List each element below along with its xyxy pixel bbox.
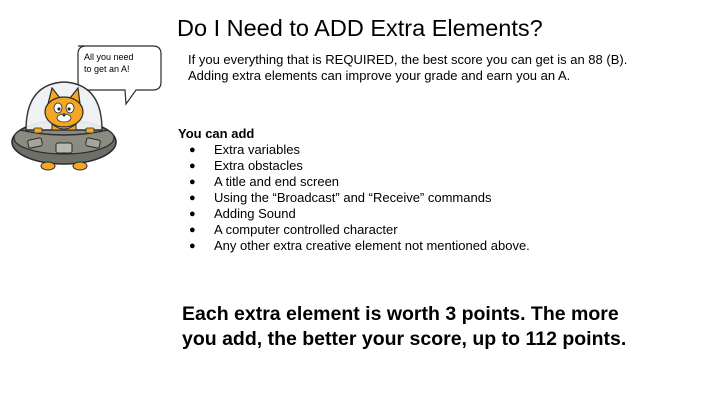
intro-text (188, 52, 627, 84)
list-item (178, 238, 530, 254)
scoring-line: Each extra element is worth 3 points. The more (182, 303, 619, 325)
list-item-text: Any other extra creative element not mentioned above. (214, 238, 530, 253)
scoring-note (182, 302, 626, 352)
speech-bubble-line: to get an A! (84, 64, 130, 74)
intro-line: If you everything that is REQUIRED, the best score you can get is an 88 (B). (188, 52, 628, 67)
bullet-icon: ● (189, 176, 196, 188)
extras-list (178, 142, 530, 254)
intro-line: Adding extra elements can improve your grade and earn you an A. (188, 68, 571, 83)
list-item-text: Extra variables (214, 142, 300, 157)
bullet-icon: ● (189, 160, 196, 172)
list-item (178, 222, 530, 238)
list-item (178, 190, 530, 206)
extras-section (178, 126, 530, 254)
list-item (178, 206, 530, 222)
list-item-text: Adding Sound (214, 206, 296, 221)
slide-title: Do I Need to ADD Extra Elements? (177, 15, 543, 41)
cat-in-ufo-icon (8, 42, 168, 182)
list-item-text: A computer controlled character (214, 222, 398, 237)
bullet-icon: ● (189, 208, 196, 220)
list-item-text: Extra obstacles (214, 158, 303, 173)
list-item (178, 158, 530, 174)
speech-bubble-line: All you need (84, 52, 134, 62)
list-item-text: A title and end screen (214, 174, 340, 189)
bullet-icon: ● (189, 144, 196, 156)
list-item-text: Using the “Broadcast” and “Receive” commands (214, 190, 492, 205)
bullet-icon: ● (189, 224, 196, 236)
bullet-icon: ● (189, 192, 196, 204)
list-heading: You can add (178, 126, 255, 141)
list-item (178, 142, 530, 158)
scoring-line: you add, the better your score, up to 112 points. (182, 328, 627, 350)
list-item (178, 174, 530, 190)
bullet-icon: ● (189, 240, 196, 252)
